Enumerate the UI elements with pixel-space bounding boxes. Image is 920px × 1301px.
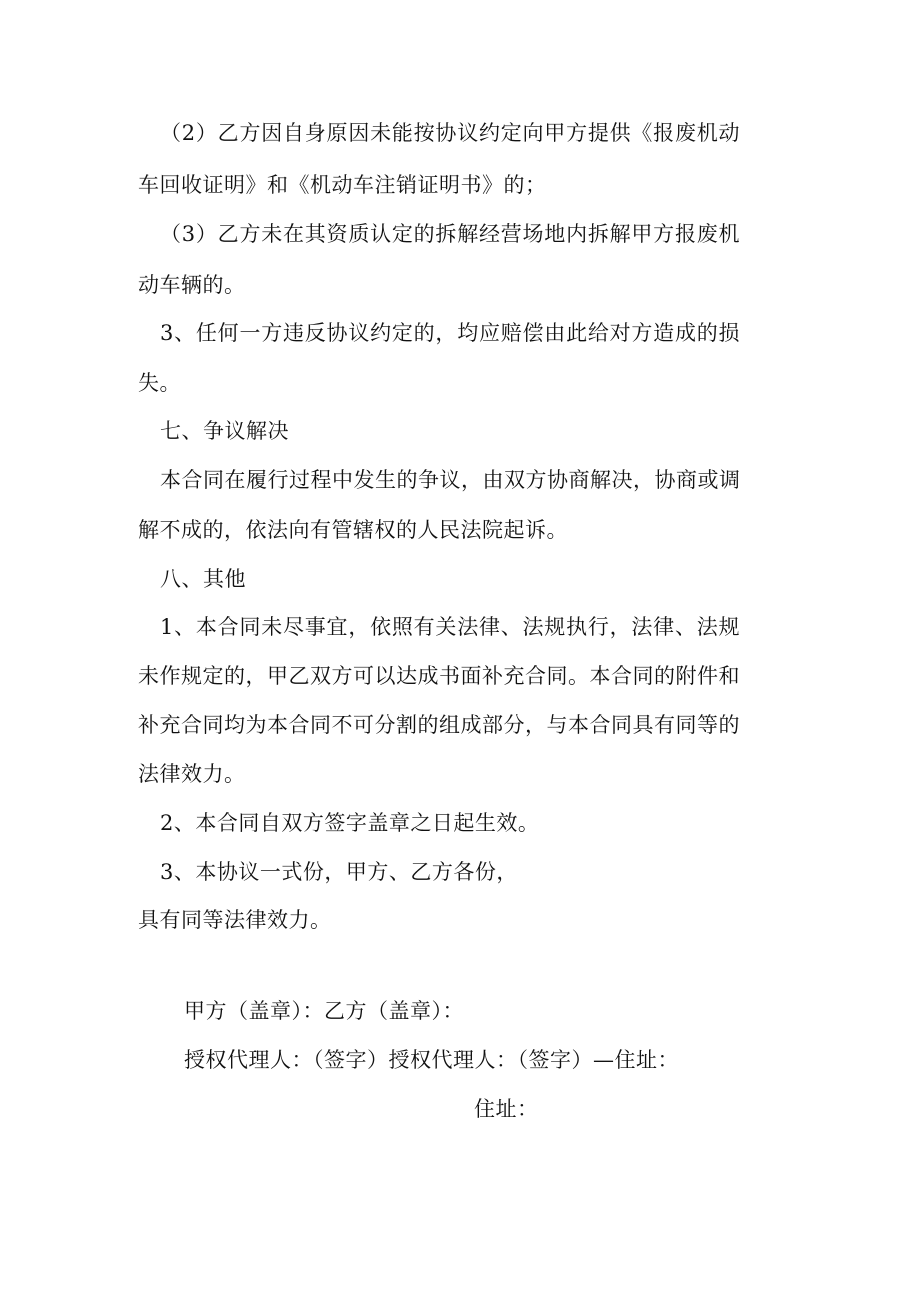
section-heading-other: 八、其他 xyxy=(160,567,246,591)
signature-parties-seal: 甲方（盖章）：乙方（盖章）： xyxy=(184,999,464,1023)
paragraph-9-line-1: 3、本协议一式份，甲方、乙方各份， xyxy=(160,860,518,884)
paragraph-5-line-1: 本合同在履行过程中发生的争议，由双方协商解决，协商或调 xyxy=(160,468,741,492)
paragraph-1-line-2: 车回收证明》和《机动车注销证明书》的； xyxy=(138,173,547,197)
paragraph-7-line-3: 补充合同均为本合同不可分割的组成部分，与本合同具有同等的 xyxy=(138,713,740,737)
paragraph-2-line-1: （3）乙方未在其资质认定的拆解经营场地内拆解甲方报废机 xyxy=(160,222,740,246)
paragraph-7-line-2: 未作规定的，甲乙双方可以达成书面补充合同。本合同的附件和 xyxy=(138,664,740,688)
signature-authorized-agents: 授权代理人：（签字）授权代理人：（签字）—住址： xyxy=(184,1048,679,1072)
paragraph-7-line-1: 1、本合同未尽事宜，依照有关法律、法规执行，法律、法规 xyxy=(160,615,740,639)
paragraph-7-line-4: 法律效力。 xyxy=(138,762,246,786)
paragraph-1-line-1: （2）乙方因自身原因未能按协议约定向甲方提供《报废机动 xyxy=(160,121,740,145)
paragraph-3-line-1: 3、任何一方违反协议约定的，均应赔偿由此给对方造成的损 xyxy=(160,321,740,345)
paragraph-8-line-1: 2、本合同自双方签字盖章之日起生效。 xyxy=(160,811,540,835)
paragraph-3-line-2: 失。 xyxy=(138,371,181,395)
signature-address: 住址： xyxy=(474,1097,539,1121)
section-heading-dispute: 七、争议解决 xyxy=(160,419,289,443)
paragraph-9-line-2: 具有同等法律效力。 xyxy=(138,908,332,932)
paragraph-5-line-2: 解不成的，依法向有管辖权的人民法院起诉。 xyxy=(138,518,568,542)
paragraph-2-line-2: 动车辆的。 xyxy=(138,273,246,297)
